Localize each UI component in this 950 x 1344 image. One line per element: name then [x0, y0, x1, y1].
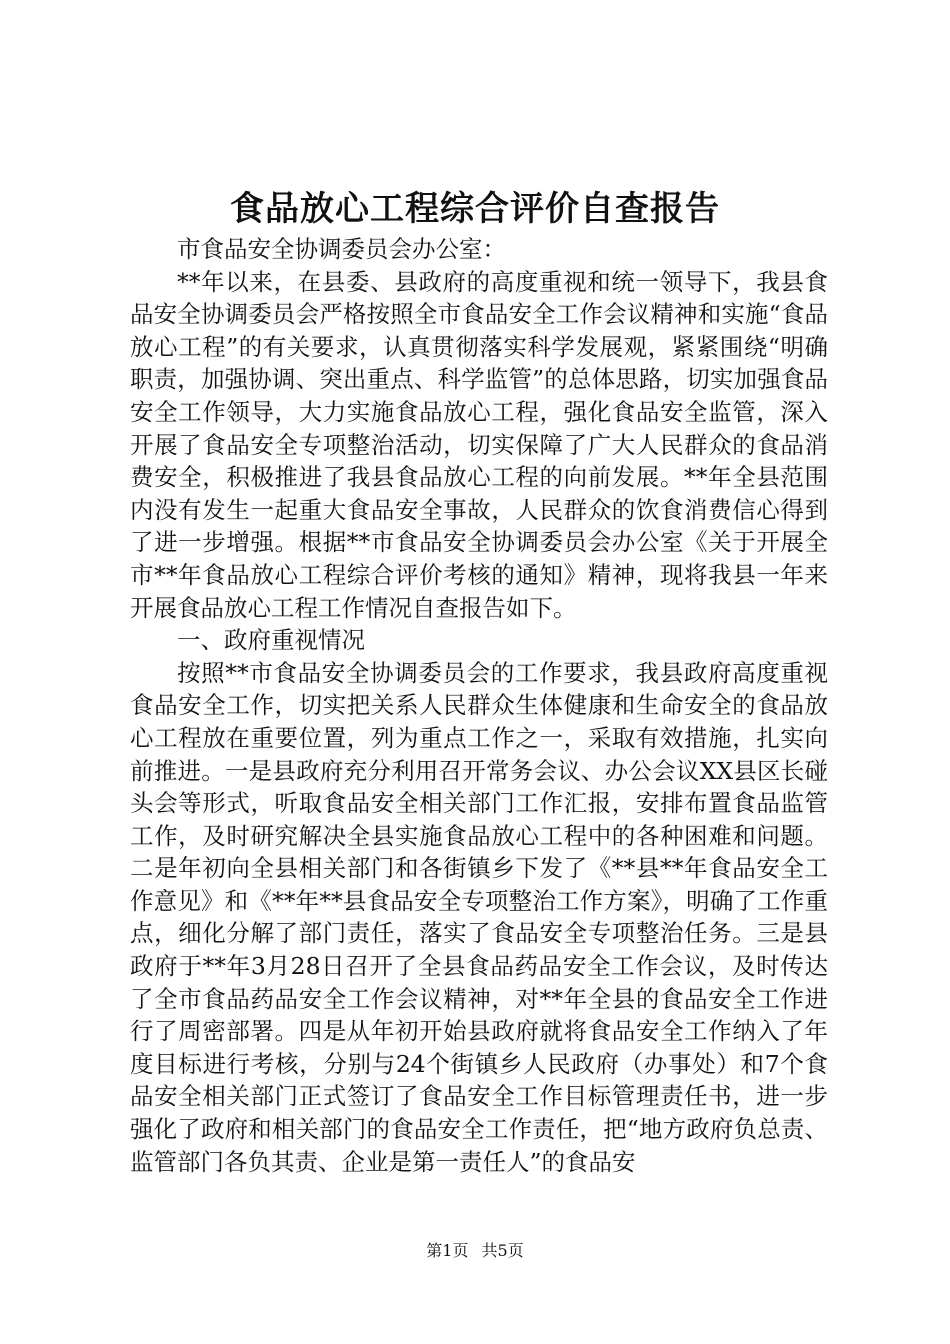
page-number: 第1页: [426, 1241, 469, 1260]
document-title: 食品放心工程综合评价自查报告: [230, 189, 720, 229]
section-paragraph: 按照**市食品安全协调委员会的工作要求，我县政府高度重视食品安全工作，切实把关系人民群众生体健康和生命安全的食品放心工程放在重要位置，列为重点工作之一，采取有效措施，扎实向前推进。一是县政府充分利用召开常务会议、办公会议XX县区长碰头会等形式，听取食品安全相关部门工作汇报，安排布置食品监管工作，及时研究解决全县实施食品放心工程中的各种困难和问题。二是年初向全县相关部门和各街镇乡下发了《**县**年食品安全工作意见》和《**年**县食品安全专项整治工作方案》，明确了工作重点，细化分解了部门责任，落实了食品安全专项整治任务。三是县政府于**年3月28日召开了全县食品药品安全工作会议，及时传达了全市食品药品安全工作会议精神，对**年全县的食品安全工作进行了周密部署。四是从年初开始县政府就将食品安全工作纳入了年度目标进行考核，分别与24个街镇乡人民政府（办事处）和7个食品安全相关部门正式签订了食品安全工作目标管理责任书，进一步强化了政府和相关部门的食品安全工作责任，把“地方政府负总责、监管部门各负其责、企业是第一责任人”的食品安: [130, 658, 828, 1176]
page-footer: [0, 1240, 950, 1262]
salutation-paragraph: 市食品安全协调委员会办公室：: [177, 235, 506, 263]
section-heading: 一、政府重视情况: [177, 626, 365, 655]
intro-paragraph: **年以来，在县委、县政府的高度重视和统一领导下，我县食品安全协调委员会严格按照全市食品安全工作会议精神和实施“食品放心工程”的有关要求，认真贯彻落实科学发展观，紧紧围绕“明确职责，加强协调、突出重点、科学监管”的总体思路，切实加强食品安全工作领导，大力实施食品放心工程，强化食品安全监管，深入开展了食品安全专项整治活动，切实保障了广大人民群众的食品消费安全，积极推进了我县食品放心工程的向前发展。**年全县范围内没有发生一起重大食品安全事故，人民群众的饮食消费信心得到了进一步增强。根据**市食品安全协调委员会办公室《关于开展全市**年食品放心工程综合评价考核的通知》精神，现将我县一年来开展食品放心工程工作情况自查报告如下。: [130, 267, 828, 622]
page-total: 共5页: [481, 1241, 524, 1260]
document-body: [130, 233, 828, 1178]
